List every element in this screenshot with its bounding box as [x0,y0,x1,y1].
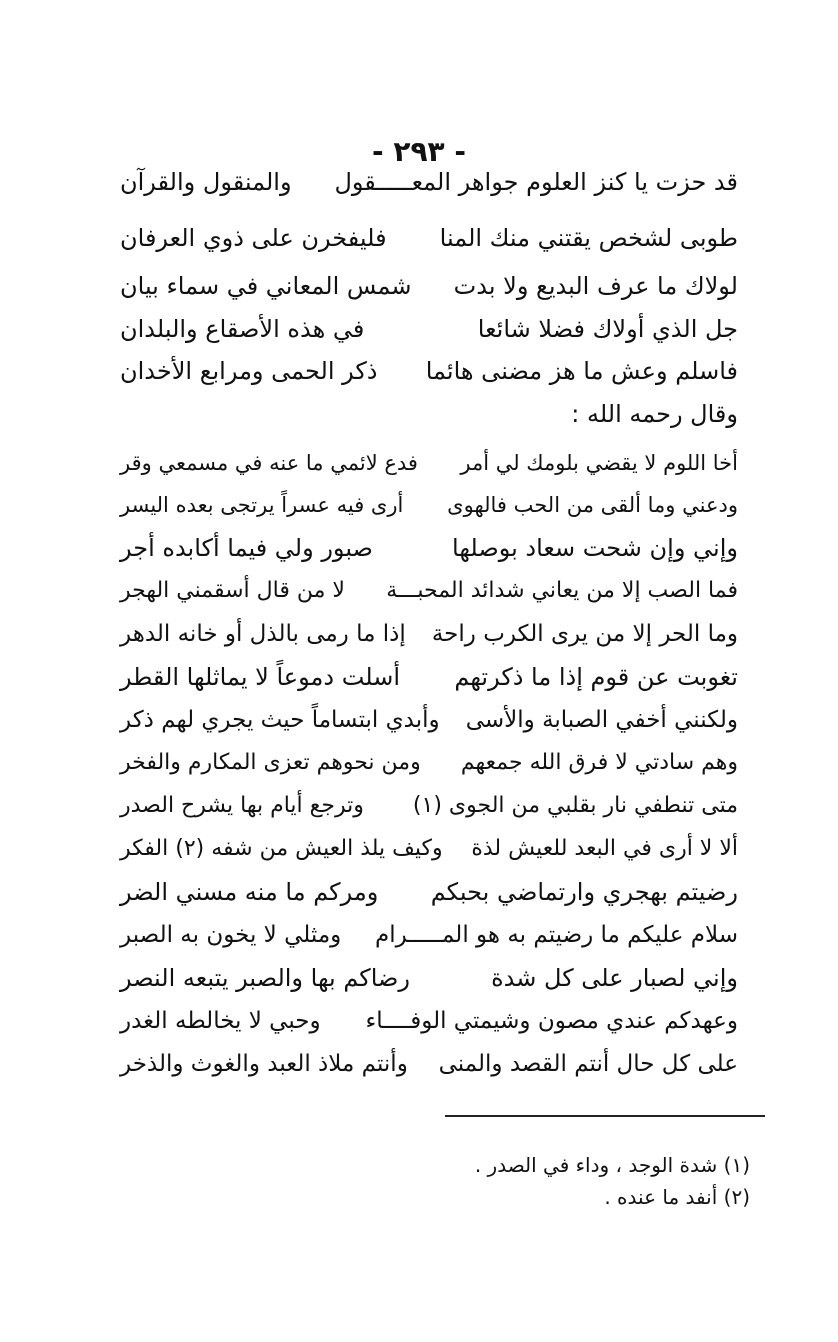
verse-line [120,218,738,258]
verse-second-hemistich: شمس المعاني في سماء بيان [120,272,412,300]
verse-second-hemistich: ومن نحوهم تعزى المكارم والفخر [120,750,421,775]
verse-second-hemistich: في هذه الأصقاع والبلدان [120,315,365,343]
verse-line [120,1001,738,1041]
verse-line [120,743,738,783]
footnote: (١) شدة الوجد ، وداء في الصدر . [474,1153,750,1177]
verse-second-hemistich: أسلت دموعاً لا يماثلها القطر [120,663,400,691]
verse-line [120,657,738,697]
verse-line [120,958,738,998]
verse-second-hemistich: أرى فيه عسراً يرتجى بعده اليسر [120,493,404,517]
verse-line [120,309,738,349]
verse-second-hemistich: وكيف يلذ العيش من شفه (٢) الفكر [120,836,443,861]
verse-first-hemistich: قد حزت يا كنز العلوم جواهر المعـــــقول [334,168,738,196]
verse-second-hemistich: وحبي لا يخالطه الغدر [120,1008,321,1034]
verse-first-hemistich: ولكنني أخفي الصبابة والأسى [465,707,738,733]
verse-line [120,266,738,306]
verse-line [120,1044,738,1084]
verse-second-hemistich: فليفخرن على ذوي العرفان [120,224,387,252]
verse-first-hemistich: جل الذي أولاك فضلا شائعا [477,315,738,343]
verse-first-hemistich: متى تنطفي نار بقلبي من الجوى (١) [412,793,738,818]
verse-first-hemistich: رضيتم بهجري وارتماضي بحبكم [430,878,738,906]
verse-line [120,786,738,826]
verse-first-hemistich: وهم سادتي لا فرق الله جمعهم [460,750,738,775]
verse-second-hemistich: ومثلي لا يخون به الصبر [120,922,342,948]
verse-first-hemistich: فما الصب إلا من يعاني شدائد المحبـــة [386,578,738,603]
verse-second-hemistich: ومركم ما منه مسني الضر [120,878,379,906]
verse-second-hemistich: وترجع أيام بها يشرح الصدر [120,793,364,818]
verse-second-hemistich: لا من قال أسقمني الهجر [120,578,345,603]
verse-line [120,915,738,955]
verse-second-hemistich: رضاكم بها والصبر يتبعه النصر [120,964,411,992]
verse-first-hemistich: وما الحر إلا من يرى الكرب راحة [431,621,738,647]
verse-line [120,872,738,912]
verse-second-hemistich: وأنتم ملاذ العبد والغوث والذخر [120,1051,408,1077]
verse-second-hemistich: فدع لائمي ما عنه في مسمعي وقر [120,451,418,475]
verse-first-hemistich: وإني وإن شحت سعاد بوصلها [452,534,738,562]
verse-first-hemistich: وعهدكم عندي مصون وشيمتي الوفــــاء [365,1008,738,1034]
verse-first-hemistich: لولاك ما عرف البديع ولا بدت [453,272,738,300]
verse-first-hemistich: ودعني وما ألقى من الحب فالهوى [447,493,738,517]
intro-line: وقال رحمه الله : [571,400,738,428]
verse-line [120,351,738,391]
verse-first-hemistich: ألا لا أرى في البعد للعيش لذة [471,836,738,861]
footnote: (٢) أنفد ما عنده . [604,1185,750,1209]
verse-first-hemistich: أخا اللوم لا يقضي بلومك لي أمر [460,451,738,475]
verse-line [120,571,738,611]
verse-line [120,829,738,869]
verse-first-hemistich: على كل حال أنتم القصد والمنى [438,1051,738,1077]
verse-line [120,485,738,525]
verse-second-hemistich: وأبدي ابتساماً حيث يجري لهم ذكر [120,707,440,733]
verse-line [120,162,738,202]
verse-first-hemistich: فاسلم وعش ما هز مضنى هائما [425,357,738,385]
verse-first-hemistich: وإني لصبار على كل شدة [491,964,738,992]
page-number: - ٢٩٣ - [371,135,467,168]
verse-line [120,614,738,654]
verse-second-hemistich: إذا ما رمى بالذل أو خانه الدهر [120,621,406,647]
verse-second-hemistich: ذكر الحمى ومرابع الأخدان [120,357,378,385]
verse-line [120,443,738,483]
verse-first-hemistich: تغوبت عن قوم إذا ما ذكرتهم [454,663,738,691]
footnote-divider [445,1115,765,1117]
verse-second-hemistich: والمنقول والقرآن [120,168,292,196]
verse-first-hemistich: طوبى لشخص يقتني منك المنا [439,224,738,252]
verse-second-hemistich: صبور ولي فيما أكابده أجر [120,534,373,562]
verse-line [120,700,738,740]
verse-line [120,528,738,568]
verse-first-hemistich: سلام عليكم ما رضيتم به هو المـــــرام [375,922,738,948]
